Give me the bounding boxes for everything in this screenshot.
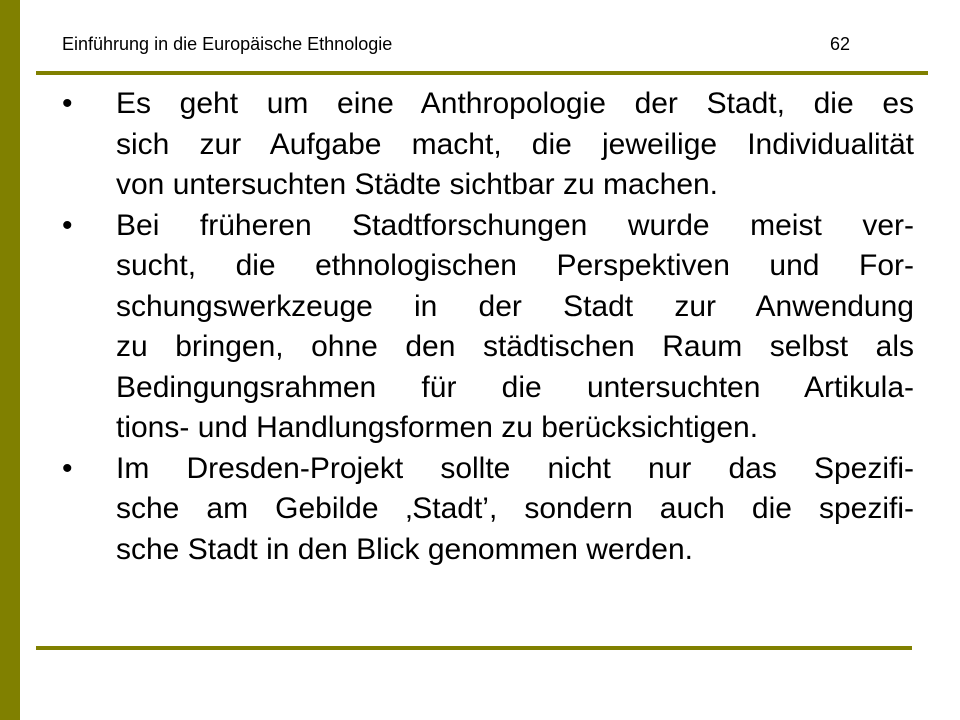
text-line: sich zur Aufgabe macht, die jeweilige Individualität	[116, 127, 914, 161]
text-line: von untersuchten Städte sichtbar zu machen.	[116, 168, 719, 201]
bullet-list	[62, 84, 914, 570]
bullet-marker: •	[62, 208, 73, 242]
text-line: Im Dresden-Projekt sollte nicht nur das Spezifi-	[116, 451, 914, 485]
bullet-item	[62, 84, 914, 206]
bullet-item	[62, 449, 914, 571]
bullet-text	[116, 206, 914, 449]
side-accent-bar	[0, 0, 20, 720]
footer-divider	[36, 646, 912, 650]
text-line: sche am Gebilde ‚Stadt’, sondern auch die spezifi-	[116, 492, 914, 525]
bullet-text	[116, 449, 914, 571]
header-divider	[36, 71, 928, 75]
bullet-text	[116, 84, 914, 206]
text-line: sche Stadt in den Blick genommen werden.	[116, 532, 693, 566]
text-line: tions- und Handlungsformen zu berücksichtigen.	[116, 411, 759, 444]
text-line: Bei früheren Stadtforschungen wurde meist ver-	[116, 208, 914, 242]
bullet-marker: •	[62, 87, 73, 120]
slide-page-number: 62	[830, 34, 851, 54]
slide-header-title: Einführung in die Europäische Ethnologie	[62, 34, 393, 54]
bullet-marker: •	[62, 451, 73, 485]
text-line: Es geht um eine Anthropologie der Stadt, die es	[116, 87, 914, 120]
text-line: sucht, die ethnologischen Perspektiven und For-	[116, 249, 914, 282]
text-line: zu bringen, ohne den städtischen Raum selbst als	[116, 330, 914, 363]
text-line: schungswerkzeuge in der Stadt zur Anwendung	[116, 289, 914, 323]
bullet-item	[62, 206, 914, 449]
text-line: Bedingungsrahmen für die untersuchten Artikula-	[116, 370, 914, 404]
